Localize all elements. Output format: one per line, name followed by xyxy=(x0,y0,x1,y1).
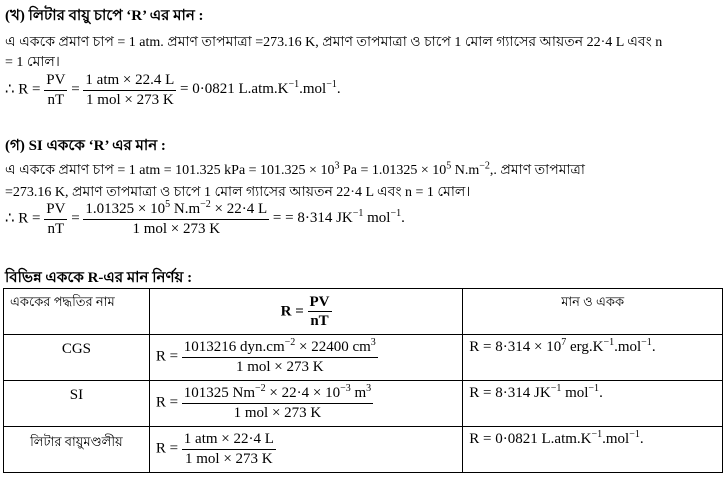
fraction-denominator: 1 mol × 273 K xyxy=(235,358,324,375)
table-row xyxy=(4,381,723,427)
col-header-value: মান ও একক xyxy=(463,289,723,335)
row-value: R = 0·0821 $L.atm.K^{-1}.mol^{-1}$. xyxy=(463,427,723,473)
row-fraction xyxy=(182,385,373,421)
fraction-numerator: 1013216 $dyn.cm^{-2} \times 22400$ $cm^3$ xyxy=(182,339,378,358)
fraction-denominator: 1 mol × 273 K xyxy=(185,450,273,467)
table-row xyxy=(4,427,723,473)
row-value: R = 8·314 $JK^{-1}$ mol$^{-1}$. xyxy=(463,381,723,427)
fraction-numerator: 101325 $Nm^{-2} \times 22\cdot 4 \times 10^{-3}$ $m^3$ xyxy=(182,385,373,404)
fraction-denominator: 1 mol × 273 K xyxy=(132,220,221,237)
fraction-denominator: 1 mol × 273 K xyxy=(86,91,174,108)
formula-prefix: R = xyxy=(280,302,304,319)
fraction-numerator: 1 atm × 22.4 L xyxy=(83,72,176,91)
col-header-system: এককের পদ্ধতির নাম xyxy=(4,289,150,335)
col-header-formula xyxy=(149,289,462,335)
row-fraction xyxy=(182,339,378,375)
eq-prefix: ∴ R = xyxy=(5,210,41,227)
table-heading: বিভিন্ন এককে R-এর মান নির্ণয় : xyxy=(5,270,193,286)
fraction-numerator: PV xyxy=(44,72,67,91)
section-kh-paragraph-line1: এ এককে প্রমাণ চাপ = 1 atm. প্রমাণ তাপমাত্রা =273.16 K, প্রমাণ তাপমাত্রা ও চাপে 1 মোল গ্যাসের আয়তন 22·4 L এবং n xyxy=(5,35,663,50)
eq-fraction-pv-nt xyxy=(44,72,67,108)
eq-equals: = xyxy=(71,210,80,227)
section-g-equation xyxy=(5,201,405,237)
table-header-row xyxy=(4,289,723,335)
eq-result: = = 8·314 $JK^{-1}$ mol$^{-1}$. xyxy=(272,208,405,227)
section-kh-equation xyxy=(5,72,341,108)
fraction-numerator: 1 atm × 22·4 L xyxy=(182,431,276,450)
fraction-denominator: nT xyxy=(310,313,329,329)
fraction-numerator: $1.01325 \times 10^5$ $N.m^{-2} \times 22\cdot 4$ L xyxy=(83,201,269,220)
section-kh-paragraph-line2: = 1 মোল। xyxy=(5,55,60,70)
row-system: CGS xyxy=(4,335,150,381)
eq-fraction-values xyxy=(83,72,176,108)
fraction-numerator: PV xyxy=(308,294,332,313)
row-formula: R = $\frac{101325 Nm^{-2} \times 22\cdot 4 \times 10^{-3} m^3}{\text{1 mol × 273 K}}$ xyxy=(149,381,462,427)
eq-result: = 0·0821 $L.atm.K^{-1}.mol^{-1}$. xyxy=(180,79,341,98)
row-system: লিটার বায়ুমণ্ডলীয় xyxy=(4,427,150,473)
row-system: SI xyxy=(4,381,150,427)
fraction-denominator: 1 mol × 273 K xyxy=(233,404,322,421)
section-g-heading: (গ) SI এককে ‘R’ এর মান : xyxy=(5,138,166,154)
eq-fraction-pv-nt xyxy=(44,201,67,237)
section-g-paragraph-line1: এ এককে প্রমাণ চাপ = 1 atm = 101.325 kPa = $101.325 \times 10^3$ $Pa = 1.01325 \times 10^5$ $N.m^{-2}$,. প্রমাণ তাপমাত্রা xyxy=(5,160,585,178)
section-g-paragraph-line2: =273.16 K, প্রমাণ তাপমাত্রা ও চাপে 1 মোল গ্যাসের আয়তন 22·4 L এবং n = 1 মোল। xyxy=(5,185,471,200)
row-formula: R = $\frac{1013216 dyn.cm^{-2} \times 22400 cm^3}{\text{1 mol × 273 K}}$ xyxy=(149,335,462,381)
formula-fraction xyxy=(308,294,332,330)
r-values-table xyxy=(3,288,723,473)
row-value: $R = 8\cdot 314 \times 10^7$ $erg.K^{-1}.mol^{-1}$. xyxy=(463,335,723,381)
fraction-numerator: PV xyxy=(44,201,67,220)
fraction-denominator: nT xyxy=(47,91,65,108)
eq-equals: = xyxy=(71,81,80,98)
fraction-denominator: nT xyxy=(47,220,65,237)
row-formula: R = $\frac{\text{1 atm × 22·4 L}}{\text{1 mol × 273 K}}$ xyxy=(149,427,462,473)
section-kh-heading: (খ) লিটার বায়ু চাপে ‘R’ এর মান : xyxy=(5,8,204,24)
eq-fraction-values xyxy=(83,201,269,237)
row-fraction xyxy=(182,431,276,467)
eq-prefix: ∴ R = xyxy=(5,81,41,98)
table-row xyxy=(4,335,723,381)
